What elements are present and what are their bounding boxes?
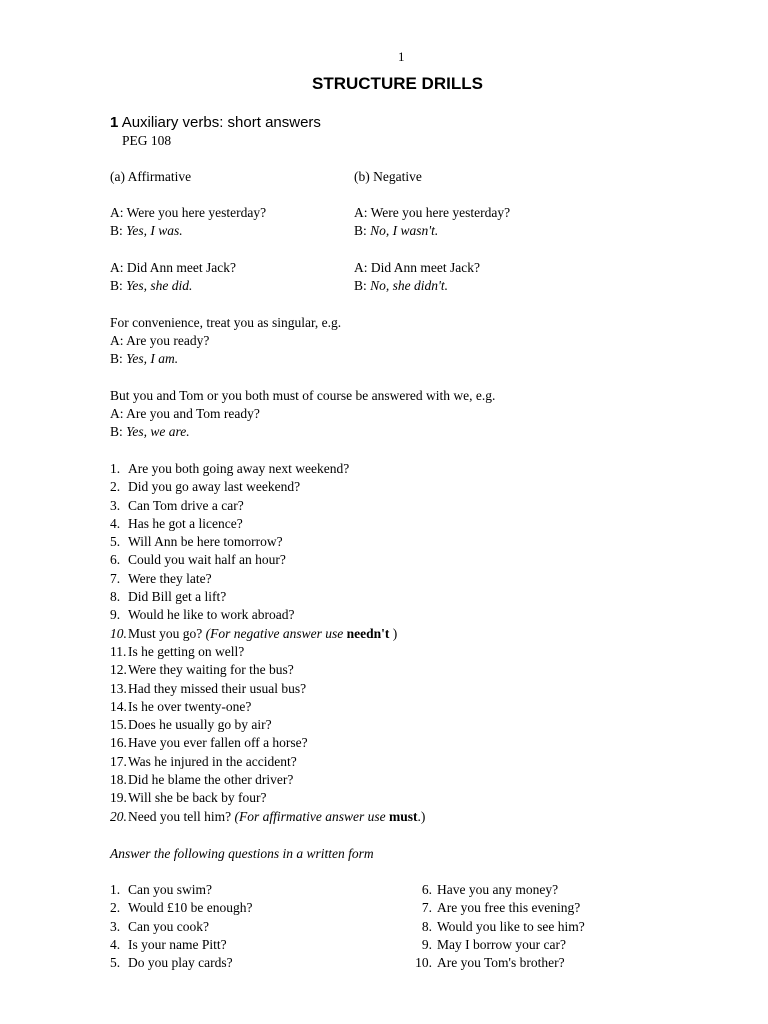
item-number: 14.	[110, 698, 127, 714]
list-item	[110, 606, 425, 624]
section-title: Auxiliary verbs: short answers	[121, 114, 321, 131]
item-text: Do you play cards?	[128, 955, 233, 971]
column-label-affirmative: (a) Affirmative	[110, 169, 192, 184]
item-text: Has he got a licence?	[128, 515, 243, 531]
example-b1-answer	[354, 222, 438, 240]
answer-text: Yes, I am.	[126, 351, 179, 366]
item-number: 17.	[110, 753, 127, 769]
answer-text: No, she didn't.	[370, 278, 449, 293]
answer-text: No, I wasn't.	[370, 223, 439, 238]
section-reference: PEG 108	[122, 133, 172, 148]
list-item	[110, 551, 425, 569]
speaker-b: B:	[354, 278, 371, 293]
example-a2-question: A: Did Ann meet Jack?	[110, 260, 236, 275]
item-text: Were they waiting for the bus?	[128, 662, 294, 678]
item-text: Could you wait half an hour?	[128, 552, 286, 568]
list-item	[110, 899, 253, 917]
item-note-end: .)	[417, 808, 426, 824]
item-text: Did he blame the other driver?	[128, 772, 294, 788]
item-text: Are you Tom's brother?	[437, 955, 565, 971]
item-number: 18.	[110, 772, 127, 788]
example-a1-question: A: Were you here yesterday?	[110, 205, 267, 220]
item-text: May I borrow your car?	[437, 936, 566, 952]
item-text: Can you swim?	[128, 882, 212, 897]
item-number: 10.	[110, 625, 127, 641]
list-item	[408, 936, 585, 954]
list-item	[110, 698, 425, 716]
item-number: 3.	[110, 918, 121, 934]
note-singular-answer	[110, 350, 178, 368]
list-item	[110, 954, 253, 972]
item-number: 16.	[110, 735, 127, 751]
list-item	[408, 918, 585, 936]
item-number: 19.	[110, 790, 127, 806]
item-text: Will Ann be here tomorrow?	[128, 534, 283, 550]
item-text: Did you go away last weekend?	[128, 479, 301, 495]
column-label-negative: (b) Negative	[354, 169, 422, 184]
item-number: 13.	[110, 680, 127, 696]
note-plural-answer	[110, 423, 190, 441]
speaker-b: B:	[110, 278, 127, 293]
item-number: 6.	[110, 552, 121, 568]
item-number: 12.	[110, 662, 127, 678]
item-number: 8.	[110, 589, 121, 605]
item-number: 11.	[110, 643, 127, 659]
item-text: Had they missed their usual bus?	[128, 680, 307, 696]
item-text: Would £10 be enough?	[128, 900, 253, 916]
item-number: 20.	[110, 808, 127, 824]
item-text: Would he like to work abroad?	[128, 607, 295, 623]
list-item	[110, 680, 425, 698]
section-heading	[110, 114, 321, 132]
item-text: Need you tell him?	[128, 808, 235, 824]
written-questions-right	[408, 881, 585, 972]
example-a1-answer	[110, 222, 183, 240]
item-text: Will she be back by four?	[128, 790, 267, 806]
item-number: 9.	[421, 936, 432, 952]
list-item	[110, 716, 425, 734]
item-text: Is your name Pitt?	[128, 936, 227, 952]
list-item	[110, 661, 425, 679]
page-title: STRUCTURE DRILLS	[312, 74, 483, 93]
speaker-b: B:	[110, 424, 127, 439]
list-item	[110, 881, 253, 899]
drill-question-list	[110, 460, 425, 826]
list-item	[110, 588, 425, 606]
item-text: Does he usually go by air?	[128, 717, 272, 733]
item-note: (For negative answer use	[205, 625, 347, 641]
example-b1-question: A: Were you here yesterday?	[354, 205, 511, 220]
list-item	[110, 789, 425, 807]
item-text: Must you go?	[128, 625, 206, 641]
item-number: 3.	[110, 497, 121, 513]
item-text: Is he over twenty-one?	[128, 698, 252, 714]
item-note-keyword: needn't	[346, 625, 390, 641]
item-number: 4.	[110, 515, 121, 531]
answer-text: Yes, I was.	[126, 223, 183, 238]
page-number: 1	[398, 49, 405, 64]
list-item	[110, 936, 253, 954]
item-note-end: )	[389, 625, 398, 641]
speaker-b: B:	[110, 351, 127, 366]
note-singular-text: For convenience, treat you as singular, e.g.	[110, 315, 342, 330]
list-item	[110, 515, 425, 533]
list-item	[110, 734, 425, 752]
item-number: 2.	[110, 479, 121, 495]
speaker-b: B:	[354, 223, 371, 238]
item-number: 5.	[110, 534, 121, 550]
item-text: Was he injured in the accident?	[128, 753, 297, 769]
written-questions-left	[110, 881, 253, 972]
item-text: Would you like to see him?	[437, 918, 585, 934]
list-item	[110, 460, 425, 478]
list-item	[110, 625, 425, 643]
item-number: 1.	[110, 882, 121, 897]
list-item	[408, 881, 585, 899]
item-number: 7.	[421, 900, 432, 916]
item-text: Have you ever fallen off a horse?	[128, 735, 308, 751]
list-item	[110, 771, 425, 789]
item-text: Can you cook?	[128, 918, 209, 934]
item-text: Are you both going away next weekend?	[128, 461, 350, 476]
list-item	[110, 478, 425, 496]
item-text: Can Tom drive a car?	[128, 497, 244, 513]
item-text: Is he getting on well?	[128, 643, 245, 659]
list-item	[408, 954, 585, 972]
item-number: 7.	[110, 570, 121, 586]
item-number: 2.	[110, 900, 121, 916]
item-note: (For affirmative answer use	[234, 808, 389, 824]
answer-text: Yes, she did.	[126, 278, 193, 293]
example-a2-answer	[110, 277, 192, 295]
item-number: 4.	[110, 936, 121, 952]
item-number: 9.	[110, 607, 121, 623]
list-item	[110, 918, 253, 936]
item-note-keyword: must	[388, 808, 418, 824]
instruction-text: Answer the following questions in a written form	[110, 846, 374, 861]
item-number: 10.	[415, 955, 432, 971]
item-number: 1.	[110, 461, 121, 476]
item-number: 15.	[110, 717, 127, 733]
list-item	[110, 643, 425, 661]
item-text: Are you free this evening?	[437, 900, 581, 916]
section-number: 1	[110, 114, 119, 131]
item-number: 5.	[110, 955, 121, 971]
list-item	[110, 753, 425, 771]
list-item	[110, 497, 425, 515]
note-plural-question: A: Are you and Tom ready?	[110, 406, 260, 421]
list-item	[110, 570, 425, 588]
example-b2-question: A: Did Ann meet Jack?	[354, 260, 480, 275]
note-plural-text: But you and Tom or you both must of course be answered with we, e.g.	[110, 388, 496, 403]
list-item	[110, 533, 425, 551]
note-singular-question: A: Are you ready?	[110, 333, 210, 348]
item-text: Have you any money?	[437, 882, 559, 897]
item-number: 8.	[421, 918, 432, 934]
answer-text: Yes, we are.	[126, 424, 190, 439]
item-number: 6.	[421, 882, 432, 897]
list-item	[110, 808, 425, 826]
example-b2-answer	[354, 277, 448, 295]
item-text: Did Bill get a lift?	[128, 589, 227, 605]
item-text: Were they late?	[128, 570, 212, 586]
list-item	[408, 899, 585, 917]
speaker-b: B:	[110, 223, 127, 238]
